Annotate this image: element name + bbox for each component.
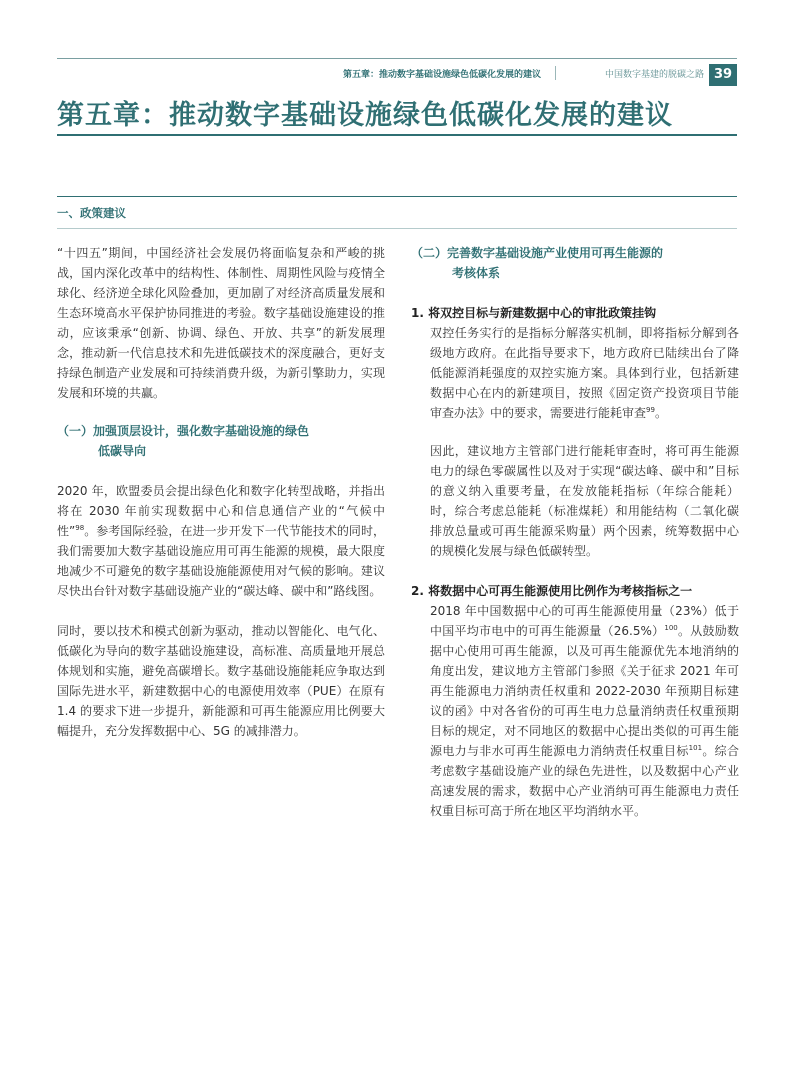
subsection-heading-1-line1: （一）加强顶层设计，强化数字基础设施的绿色 (57, 424, 310, 438)
left-column (57, 243, 385, 741)
section-heading: 一、政策建议 (57, 206, 126, 220)
intro-paragraph: “十四五”期间，中国经济社会发展仍将面临复杂和严峻的挑战，国内深化改革中的结构性、体制性、周期性风险与疫情全球化、经济逆全球化风险叠加，更加剧了对经济高质量发展和生态环境高水平保护协同推进的考验。数字基础设施建设的推动，应该秉承“创新、协调、绿色、开放、共享”的新发展理念，推动新一代信息技术和先进低碳技术的深度融合，更好支持绿色制造产业发展和可持续消费升级，为新引擎助力，实现发展和环境的共赢。 (57, 246, 385, 400)
subsection-heading-1-line2: 低碳导向 (98, 444, 147, 458)
header-separator (555, 66, 556, 80)
title-underline (57, 134, 737, 136)
numbered-item-1-body (411, 323, 739, 423)
section-rule-top (57, 196, 737, 197)
running-header-chapter: 第五章：推动数字基础设施绿色低碳化发展的建议 (342, 70, 541, 80)
numbered-item-1-heading: 1. 将双控目标与新建数据中心的审批政策挂钩 (411, 306, 657, 320)
running-header-book-title: 中国数字基建的脱碳之路 (604, 70, 704, 80)
page-number-badge: 39 (709, 64, 737, 86)
numbered-item-2-heading: 2. 将数据中心可再生能源使用比例作为考核指标之一 (411, 584, 693, 598)
paragraph-eu-strategy-text-b: 。参考国际经验，在进一步开发下一代节能技术的同时，我们需要加大数字基础设施应用可再生能源的规模，最大限度地减少不可避免的数字基础设施能源使用对气候的影响。建议尽快出台针对数字基础设施产业的“碳达峰、碳中和”路线图。 (57, 524, 385, 598)
numbered-item-2-text-a: 2018 年中国数据中心的可再生能源使用量（23%）低于中国平均市电中的可再生能源量（26.5%） (430, 604, 739, 638)
section-rule-bottom (57, 228, 737, 229)
paragraph-eu-strategy (57, 481, 385, 601)
footnote-ref-98: 98 (75, 524, 85, 532)
footnote-ref-101: 101 (688, 744, 703, 752)
header-rule (57, 58, 737, 59)
subsection-heading-1 (57, 421, 385, 461)
subsection-heading-2-line1: （二）完善数字基础设施产业使用可再生能源的 (411, 246, 664, 260)
footnote-ref-99: 99 (646, 406, 655, 414)
running-header (57, 64, 737, 86)
numbered-item-1-text-b: 。 (654, 406, 667, 420)
numbered-item-1-paragraph-2: 因此，建议地方主管部门进行能耗审查时，将可再生能源电力的绿色零碳属性以及对于实现“碳达峰、碳中和”目标的意义纳入重要考量，在发放能耗指标（年综合能耗）时，综合考虑总能耗（标准煤耗）和用能结构（二氧化碳排放总量或可再生能源采购量）两个因素，统筹数据中心的规模化发展与绿色低碳转型。 (430, 444, 739, 558)
footnote-ref-100: 100 (664, 624, 678, 632)
numbered-item-2-text-c: 。综合考虑数字基础设施产业的绿色先进性，以及数据中心产业高速发展的需求，数据中心产业消纳可再生能源电力责任权重目标可高于所在地区平均消纳水平。 (430, 744, 739, 818)
chapter-title: 第五章：推动数字基础设施绿色低碳化发展的建议 (57, 100, 673, 131)
numbered-item-2-text-b: 。从鼓励数据中心使用可再生能源，以及可再生能源优先本地消纳的角度出发，建议地方主管部门参照《关于征求 2021 年可再生能源电力消纳责任权重和 2022-2030 年预期目标建议的函》中对各省份的可再生电力总量消纳责任权重预期目标的规定，对不同地区的数据中心提出类似的可再生能源电力与非水可再生能源电力消纳责任权重目标 (430, 624, 739, 758)
numbered-item-1-text-a: 双控任务实行的是指标分解落实机制，即将指标分解到各级地方政府。在此指导要求下，地方政府已陆续出台了降低能源消耗强度的双控实施方案。具体到行业，包括新建数据中心在内的新建项目，按照《固定资产投资项目节能审查办法》中的要求，需要进行能耗审查 (430, 326, 739, 420)
numbered-item-2-body (411, 601, 739, 821)
subsection-heading-2 (411, 243, 739, 283)
subsection-heading-2-line2: 考核体系 (452, 266, 501, 280)
paragraph-eu-strategy-text-a: 2020 年，欧盟委员会提出绿色化和数字化转型战略，并指出将在 2030 年前实现数据中心和信息通信产业的“气候中性” (57, 484, 385, 538)
right-column (411, 243, 739, 821)
paragraph-technology-innovation: 同时，要以技术和模式创新为驱动，推动以智能化、电气化、低碳化为导向的数字基础设施建设，高标准、高质量地开展总体规划和实施，避免高碳增长。数字基础设施能耗应争取达到国际先进水平，新建数据中心的电源使用效率（PUE）在原有 1.4 的要求下进一步提升，新能源和可再生能源应用比例要大幅提升，充分发挥数据中心、5G 的减排潜力。 (57, 624, 385, 738)
